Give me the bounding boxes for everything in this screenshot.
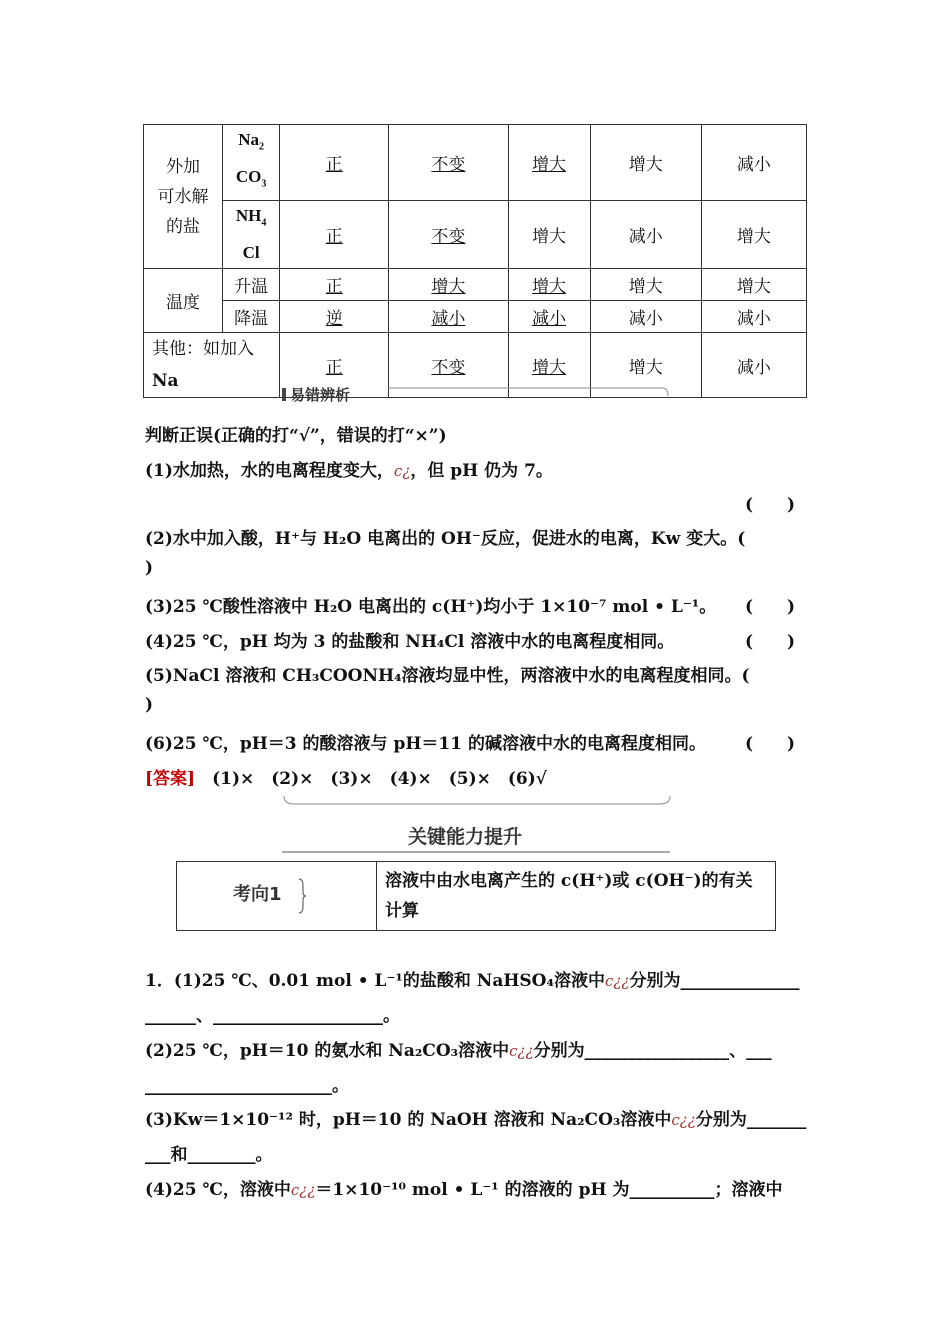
banner-title: 易错辨析 xyxy=(290,386,351,404)
category-cell: 温度 xyxy=(144,269,223,333)
answer-line xyxy=(145,764,547,789)
section-banner-ability xyxy=(282,796,672,856)
table-row: 其他：如加入 Na 正 不变 增大 增大 减小 xyxy=(144,333,807,398)
equilibrium-table xyxy=(143,124,807,398)
question-2: (2)水中加入酸，H⁺与 H₂O 电离出的 OH⁻反应，促进水的电离，Kw 变大。( xyxy=(145,529,746,549)
category-cell: 其他：如加入 Na xyxy=(144,333,280,398)
topic-label: 考向1 xyxy=(233,884,282,905)
exercise-3: (3)Kw＝1×10⁻¹² 时，pH＝10 的 NaOH 溶液和 Na₂CO₃溶液中c¿¿分别为_______ xyxy=(145,1110,807,1130)
question-3: (3)25 ℃酸性溶液中 H₂O 电离出的 c(H⁺)均小于 1×10⁻⁷ mol • L⁻¹。 xyxy=(145,597,717,617)
answer-bracket[interactable]: ( ) xyxy=(745,495,796,515)
salt-cell: $NH_4$ Cl xyxy=(223,200,280,268)
table-row: 降温 逆 减小 减小 减小 减小 xyxy=(144,301,807,333)
question-5: (5)NaCl 溶液和 CH₃COONH₄溶液均显中性，两溶液中水的电离程度相同。( xyxy=(145,666,750,686)
intro-text: 判断正误(正确的打“√”，错误的打“×”) xyxy=(145,426,447,446)
table-row: 温度 升温 正 增大 增大 增大 增大 xyxy=(144,269,807,301)
topic-box xyxy=(176,861,776,931)
exercise-4: (4)25 ℃，溶液中c¿¿＝1×10⁻¹⁰ mol • L⁻¹ 的溶液的 pH 为__________；溶液中 xyxy=(145,1180,783,1200)
salt-cell: $Na_2$ $CO_3$ xyxy=(223,125,280,201)
exercise-2: (2)25 ℃，pH＝10 的氨水和 Na₂CO₃溶液中c¿¿分别为_________________、___ xyxy=(145,1041,772,1061)
answer-label: [答案] xyxy=(145,769,196,789)
answer-bracket[interactable]: ( ) xyxy=(745,632,796,652)
question-6: (6)25 ℃，pH＝3 的酸溶液与 pH＝11 的碱溶液中水的电离程度相同。 xyxy=(145,734,706,754)
banner-title: 关键能力提升 xyxy=(408,826,523,848)
section-banner-mistakes xyxy=(278,384,670,404)
category-cell: 外加 可水解 的盐 xyxy=(144,125,223,269)
topic-title: 溶液中由水电离产生的 c(H⁺)或 c(OH⁻)的有关计算 xyxy=(385,871,753,921)
answer-bracket[interactable]: ( ) xyxy=(745,734,796,754)
answer-text: (1)× (2)× (3)× (4)× (5)× (6)√ xyxy=(212,769,547,789)
brace-icon xyxy=(297,878,307,914)
answer-bracket[interactable]: ( ) xyxy=(745,597,796,617)
question-1: (1)水加热，水的电离程度变大，c¿，但 pH 仍为 7。 xyxy=(145,461,553,481)
table-row: $NH_4$ Cl 正 不变 增大 减小 增大 xyxy=(144,200,807,268)
exercise-1: 1．(1)25 ℃、0.01 mol • L⁻¹的盐酸和 NaHSO₄溶液中c¿¿分别为______________ xyxy=(145,971,800,991)
table-row: 外加 可水解 的盐 $Na_2$ $CO_3$ 正 不变 增大 增大 减小 xyxy=(144,125,807,201)
question-4: (4)25 ℃，pH 均为 3 的盐酸和 NH₄Cl 溶液中水的电离程度相同。 xyxy=(145,632,675,652)
